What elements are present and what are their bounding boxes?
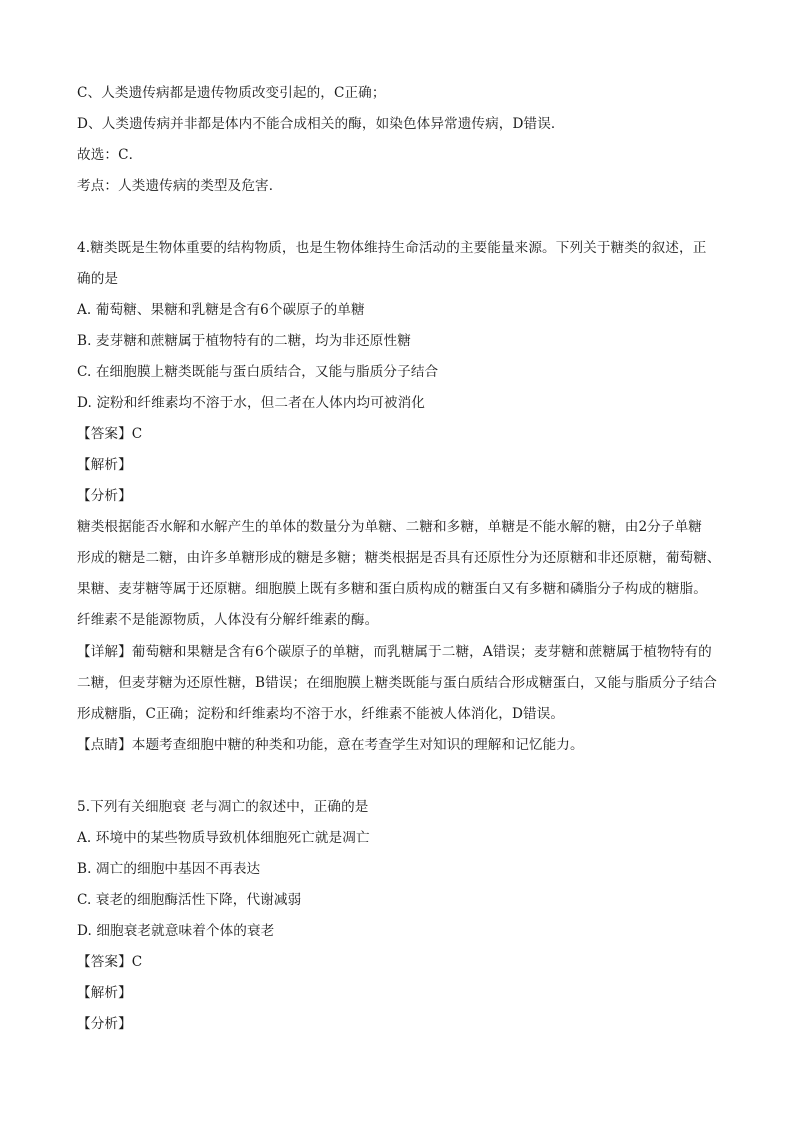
q5-option-c: C. 衰老的细胞酶活性下降，代谢减弱: [77, 892, 302, 908]
q4-detail-line-1: 【详解】葡萄糖和果糖是含有6个碳原子的单糖，而乳糖属于二糖，A错误；麦芽糖和蔗糖属于植物特有的: [77, 644, 712, 660]
q5-option-d: D. 细胞衰老就意味着个体的衰老: [77, 923, 275, 939]
prev-knowledge-point: 考点：人类遗传病的类型及危害．: [77, 178, 283, 194]
q4-detail-line-3: 形成糖脂，C正确；淀粉和纤维素均不溶于水，纤维素不能被人体消化，D错误。: [77, 706, 565, 722]
q5-fenxi-heading: 【分析】: [77, 1016, 132, 1032]
q4-comment: 【点睛】本题考查细胞中糖的种类和功能，意在考查学生对知识的理解和记忆能力。: [77, 737, 584, 753]
q4-jiexi-heading: 【解析】: [77, 457, 132, 473]
q4-answer: 【答案】C: [77, 426, 143, 442]
prev-choice: 故选：C．: [77, 147, 143, 163]
q5-stem: 5.下列有关细胞衰 老与凋亡的叙述中，正确的是: [77, 799, 369, 815]
q4-fenxi-heading: 【分析】: [77, 488, 132, 504]
q4-stem-line-2: 确的是: [77, 271, 119, 287]
q5-option-a: A. 环境中的某些物质导致机体细胞死亡就是凋亡: [77, 830, 370, 846]
q4-option-d: D. 淀粉和纤维素均不溶于水，但二者在人体内均可被消化: [77, 395, 426, 411]
q4-analysis-line-3: 果糖、麦芽糖等属于还原糖。细胞膜上既有多糖和蛋白质构成的糖蛋白又有多糖和磷脂分子构成的糖脂。: [77, 581, 707, 597]
q4-stem-line-1: 4.糖类既是生物体重要的结构物质，也是生物体维持生命活动的主要能量来源。下列关于糖类的叙述，正: [77, 240, 707, 256]
q4-option-b: B. 麦芽糖和蔗糖属于植物特有的二糖，均为非还原性糖: [77, 333, 411, 349]
q4-analysis-line-4: 纤维素不是能源物质，人体没有分解纤维素的酶。: [77, 612, 379, 628]
q4-option-c: C. 在细胞膜上糖类既能与蛋白质结合，又能与脂质分子结合: [77, 364, 439, 380]
q5-answer: 【答案】C: [77, 954, 143, 970]
q4-detail-line-2: 二糖，但麦芽糖为还原性糖，B错误；在细胞膜上糖类既能与蛋白质结合形成糖蛋白，又能与脂质分子结合: [77, 675, 717, 691]
q4-option-a: A. 葡萄糖、果糖和乳糖是含有6个碳原子的单糖: [77, 302, 365, 318]
q4-analysis-line-1: 糖类根据能否水解和水解产生的单体的数量分为单糖、二糖和多糖，单糖是不能水解的糖，由2分子单糖: [77, 519, 702, 535]
prev-explanation-d: D、人类遗传病并非都是体内不能合成相关的酶，如染色体异常遗传病，D错误．: [77, 116, 565, 132]
prev-explanation-c: C、人类遗传病都是遗传物质改变引起的，C正确；: [77, 85, 386, 101]
q5-option-b: B. 凋亡的细胞中基因不再表达: [77, 861, 261, 877]
q5-jiexi-heading: 【解析】: [77, 985, 132, 1001]
q4-analysis-line-2: 形成的糖是二糖，由许多单糖形成的糖是多糖；糖类根据是否具有还原性分为还原糖和非还原糖，葡萄糖、: [77, 550, 721, 566]
